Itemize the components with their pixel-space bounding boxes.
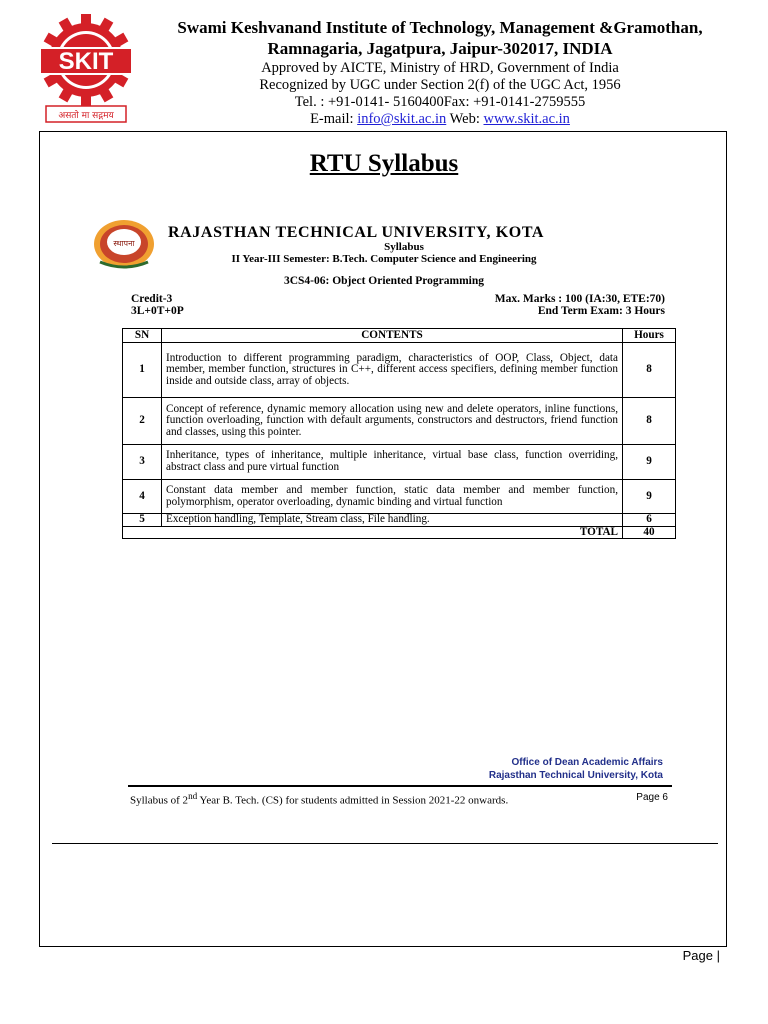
header-sn: SN: [123, 329, 162, 343]
website-link[interactable]: www.skit.ac.in: [483, 111, 570, 127]
row-hours: 9: [623, 445, 676, 480]
table-row: [123, 343, 676, 398]
logo-text: SKIT: [58, 48, 114, 75]
session-note-end: Year B. Tech. (CS) for students admitted in Session 2021-22 onwards.: [197, 794, 509, 807]
institute-address: Ramnagaria, Jagatpura, Jaipur-302017, INDIA: [267, 39, 613, 58]
row-sn: 5: [123, 514, 162, 527]
credit-label: Credit-3: [131, 293, 173, 305]
table-row: [123, 445, 676, 480]
session-note-sup: nd: [188, 791, 198, 801]
row-content: Exception handling, Template, Stream class, File handling.: [162, 514, 623, 527]
office-line-1: Office of Dean Academic Affairs: [511, 757, 663, 768]
total-row: [123, 526, 676, 539]
session-note: [130, 791, 508, 807]
row-hours: 9: [623, 480, 676, 514]
contact-email-line: [140, 110, 740, 128]
logo-motto: असतो मा सद्गमय: [58, 111, 114, 121]
row-sn: 4: [123, 480, 162, 514]
row-hours: 6: [623, 514, 676, 527]
approval-line: Approved by AICTE, Ministry of HRD, Government of India: [261, 60, 619, 76]
max-marks-label: Max. Marks : 100 (IA:30, ETE:70): [494, 293, 665, 305]
ltp-label: 3L+0T+0P: [131, 305, 184, 317]
course-title: 3CS4-06: Object Oriented Programming: [283, 275, 485, 287]
row-hours: 8: [623, 343, 676, 398]
header-contents: CONTENTS: [162, 329, 623, 343]
exam-duration-label: End Term Exam: 3 Hours: [537, 305, 665, 317]
total-label: TOTAL: [162, 526, 623, 539]
office-line-2: Rajasthan Technical University, Kota: [488, 770, 663, 781]
rtu-logo-text: स्थापना: [113, 239, 135, 248]
total-blank-cell: [123, 526, 162, 539]
contact-phone-line: Tel. : +91-0141- 5160400Fax: +91-0141-2759555: [294, 94, 586, 110]
page-title: RTU Syllabus: [309, 150, 459, 177]
footer-divider: [128, 785, 672, 787]
university-name: RAJASTHAN TECHNICAL UNIVERSITY, KOTA: [168, 224, 545, 241]
row-content: Inheritance, types of inheritance, multiple inheritance, virtual base class, function overriding, abstract class and pure virtual function: [162, 445, 623, 480]
inner-page-number: Page 6: [636, 792, 668, 803]
table-row: [123, 514, 676, 527]
page-number-label: Page |: [682, 948, 720, 963]
email-link[interactable]: info@skit.ac.in: [357, 111, 447, 127]
syllabus-table: [122, 328, 676, 539]
syllabus-label: Syllabus: [384, 241, 424, 253]
recognition-line: Recognized by UGC under Section 2(f) of the UGC Act, 1956: [259, 77, 621, 93]
row-sn: 1: [123, 343, 162, 398]
table-row: [123, 480, 676, 514]
semester-line: II Year-III Semester: B.Tech. Computer Science and Engineering: [231, 253, 537, 265]
row-content: Concept of reference, dynamic memory allocation using new and delete operators, inline functions, function overloading, function with default arguments, constructors and destructors, friend function and classes, using this pointer.: [162, 398, 623, 445]
institute-name: Swami Keshvanand Institute of Technology, Management &Gramothan,: [177, 18, 703, 37]
skit-logo: [38, 12, 134, 130]
web-label: Web:: [446, 111, 484, 127]
row-content: Introduction to different programming paradigm, characteristics of OOP, Class, Object, data member, member function, structures in C++, different access specifiers, defining member function inside and outside class, array of objects.: [162, 343, 623, 398]
row-hours: 8: [623, 398, 676, 445]
bottom-divider: [52, 843, 718, 844]
table-row: [123, 398, 676, 445]
email-label: E-mail:: [310, 111, 358, 127]
table-header-row: [123, 329, 676, 343]
session-note-start: Syllabus of 2: [130, 794, 189, 807]
header-hours: Hours: [623, 329, 676, 343]
total-hours: 40: [623, 526, 676, 539]
row-sn: 3: [123, 445, 162, 480]
row-sn: 2: [123, 398, 162, 445]
row-content: Constant data member and member function, static data member and member function, polymorphism, operator overloading, dynamic binding and virtual function: [162, 480, 623, 514]
